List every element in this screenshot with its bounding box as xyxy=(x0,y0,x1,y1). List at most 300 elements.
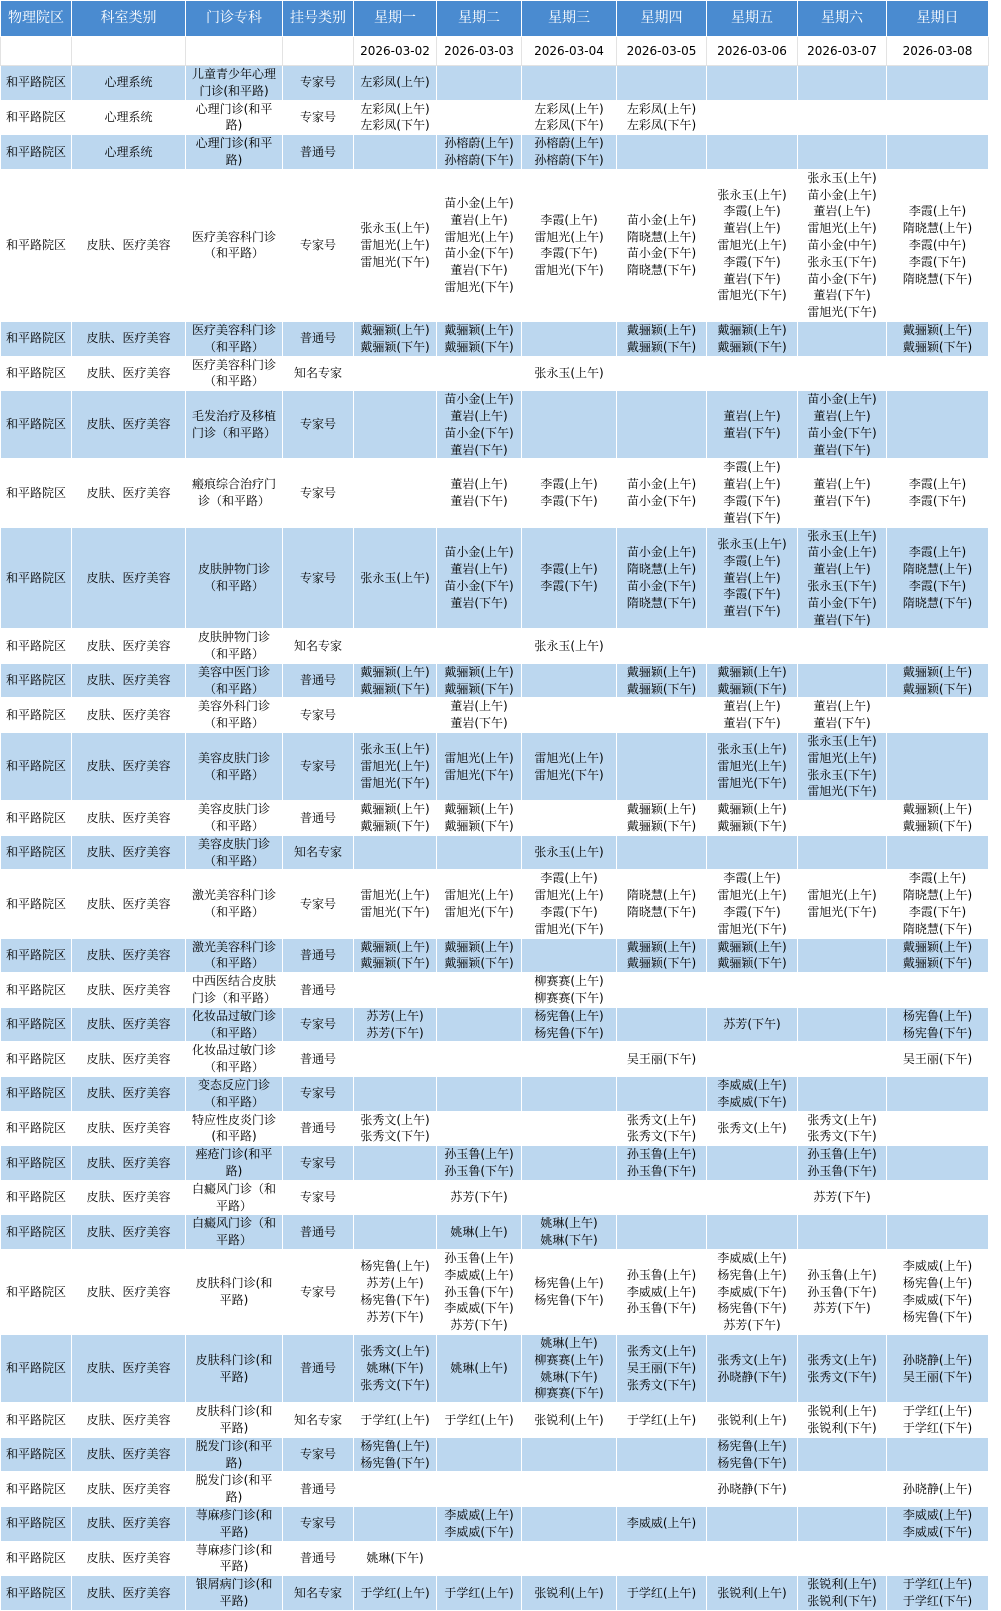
cell-line: 专家号 xyxy=(299,896,336,911)
thursday-cell xyxy=(617,1042,707,1077)
cell-line: 张永玉(下午) xyxy=(807,578,877,593)
cell-line: 李威威(下午) xyxy=(902,1524,973,1539)
cell-line: 张永玉(上午) xyxy=(534,845,604,860)
cell-line: 专家号 xyxy=(299,1447,336,1462)
friday-cell xyxy=(707,1180,798,1215)
clinic-cell xyxy=(186,1215,283,1250)
cell-line: 和平路院区 xyxy=(5,1585,66,1600)
clinic-cell xyxy=(186,1576,283,1611)
cell-line: 李威威(上午) xyxy=(444,1267,514,1282)
campus-cell xyxy=(1,1180,72,1215)
cell-line: （和平路） xyxy=(203,1060,264,1075)
department-cell xyxy=(72,527,186,629)
wednesday-cell xyxy=(522,100,617,135)
cell-line: 董岩(下午) xyxy=(813,442,871,457)
cell-line: 李威威(上午) xyxy=(902,1507,973,1522)
cell-line: 瘢痕综合治疗门 xyxy=(191,477,276,492)
wednesday-cell xyxy=(522,1215,617,1250)
cell-line: 孙玉鲁(下午) xyxy=(807,1164,877,1178)
table-row xyxy=(1,527,989,629)
cell-line: 董岩(下午) xyxy=(813,493,871,508)
cell-line: 皮肤、医疗美容 xyxy=(86,810,171,825)
cell-line: 苗小金(上午) xyxy=(807,187,877,202)
cell-line: 普通号 xyxy=(299,1121,336,1135)
cell-line: 苗小金(下午) xyxy=(444,578,514,593)
clinic-cell xyxy=(186,733,283,801)
saturday-cell xyxy=(798,1077,887,1112)
cell-line: 专家号 xyxy=(299,237,336,252)
cell-line: 左彩凤(上午) xyxy=(360,101,430,116)
cell-line: 左彩凤(上午) xyxy=(360,75,430,90)
thursday-cell xyxy=(617,1146,707,1181)
sunday-cell xyxy=(887,801,989,836)
registration-type-cell xyxy=(283,1042,354,1077)
cell-line: 和平路院区 xyxy=(5,1412,66,1427)
cell-line: 门诊（和平路） xyxy=(191,425,276,440)
table-row xyxy=(1,1334,989,1402)
wednesday-cell xyxy=(522,135,617,170)
cell-line: 隋晓慧(上午) xyxy=(902,221,973,236)
wednesday-cell xyxy=(522,527,617,629)
friday-cell xyxy=(707,1437,798,1472)
cell-line: 诊（和平路） xyxy=(197,493,270,508)
cell-line: 于学红(上午) xyxy=(902,1577,973,1592)
cell-line: 皮肤、医疗美容 xyxy=(86,1516,171,1531)
clinic-cell xyxy=(186,1042,283,1077)
campus-cell xyxy=(1,321,72,356)
cell-line: 化妆品过敏门诊 xyxy=(191,1008,276,1023)
cell-line: 皮肤肿物门诊 xyxy=(197,562,270,577)
cell-line: 张永玉(上午) xyxy=(534,638,604,653)
wednesday-cell xyxy=(522,1403,617,1438)
table-row xyxy=(1,801,989,836)
cell-line: 苏芳(下午) xyxy=(813,1301,871,1316)
cell-line: 专家号 xyxy=(299,1516,336,1531)
cell-line: 皮肤、医疗美容 xyxy=(86,845,171,860)
registration-type-cell xyxy=(283,1180,354,1215)
cell-line: 杨宪鲁(上午) xyxy=(902,1276,973,1291)
friday-cell xyxy=(707,66,798,101)
cell-line: 张锐利(上午) xyxy=(534,1585,604,1600)
monday-cell xyxy=(354,66,437,101)
monday-cell xyxy=(354,1506,437,1541)
campus-cell xyxy=(1,1042,72,1077)
cell-line: 皮肤、医疗美容 xyxy=(86,673,171,688)
department-cell xyxy=(72,1077,186,1112)
cell-line: 张秀文(下午) xyxy=(626,1129,697,1144)
cell-line: 张锐利(上午) xyxy=(534,1412,604,1427)
tuesday-cell xyxy=(437,1007,522,1042)
registration-type-cell xyxy=(283,1249,354,1334)
cell-line: 戴骊颖(下午) xyxy=(360,339,430,354)
sunday-cell xyxy=(887,1007,989,1042)
cell-line: 戴骊颖(下午) xyxy=(444,339,514,354)
cell-line: 和平路院区 xyxy=(5,1190,66,1205)
friday-cell xyxy=(707,1042,798,1077)
cell-line: 皮肤、医疗美容 xyxy=(86,1481,171,1496)
friday-cell xyxy=(707,629,798,664)
campus-cell xyxy=(1,663,72,698)
cell-line: 苗小金(下午) xyxy=(444,425,514,440)
sunday-cell xyxy=(887,1249,989,1334)
tuesday-cell xyxy=(437,135,522,170)
wednesday-cell xyxy=(522,391,617,459)
clinic-cell xyxy=(186,1180,283,1215)
cell-line: 姚琳(上午) xyxy=(450,1361,508,1376)
clinic-cell xyxy=(186,100,283,135)
wednesday-cell xyxy=(522,1146,617,1181)
monday-cell xyxy=(354,973,437,1008)
cell-line: 李威威(下午) xyxy=(444,1524,514,1539)
sunday-cell xyxy=(887,1437,989,1472)
cell-line: 雷旭光(下午) xyxy=(444,767,514,782)
table-row xyxy=(1,1215,989,1250)
cell-line: 和平路院区 xyxy=(5,638,66,653)
sunday-cell xyxy=(887,459,989,527)
cell-line: 孙晓静(上午) xyxy=(902,1481,973,1496)
sunday-cell xyxy=(887,135,989,170)
sunday-cell xyxy=(887,1042,989,1077)
sunday-cell xyxy=(887,1215,989,1250)
monday-cell xyxy=(354,1146,437,1181)
campus-cell xyxy=(1,100,72,135)
saturday-cell xyxy=(798,698,887,733)
campus-cell xyxy=(1,698,72,733)
cell-line: 皮肤、医疗美容 xyxy=(86,570,171,585)
cell-line: 戴骊颖(下午) xyxy=(902,956,973,971)
monday-cell xyxy=(354,870,437,938)
cell-line: 银屑病门诊(和 xyxy=(195,1577,273,1592)
cell-line: 董岩(下午) xyxy=(450,595,508,610)
column-header: 星期三 xyxy=(522,1,617,37)
department-cell xyxy=(72,663,186,698)
cell-line: 李霞(上午) xyxy=(540,212,598,227)
friday-cell xyxy=(707,1215,798,1250)
cell-line: 隋晓慧(下午) xyxy=(902,271,973,286)
cell-line: 平路) xyxy=(219,1420,249,1435)
cell-line: 变态反应门诊 xyxy=(197,1078,270,1093)
cell-line: 苗小金(下午) xyxy=(807,595,877,610)
registration-type-cell xyxy=(283,1437,354,1472)
cell-line: 张永玉(上午) xyxy=(360,742,430,757)
cell-line: 李威威(下午) xyxy=(902,1292,973,1307)
cell-line: 李霞(下午) xyxy=(908,905,967,920)
registration-type-cell xyxy=(283,1403,354,1438)
cell-line: 孙玉鲁(上午) xyxy=(626,1147,697,1162)
cell-line: （和平路） xyxy=(203,1094,264,1109)
cell-line: 雷旭光(上午) xyxy=(807,750,877,765)
cell-line: 和平路院区 xyxy=(5,237,66,252)
cell-line: 戴骊颖(上午) xyxy=(360,939,430,954)
monday-cell xyxy=(354,733,437,801)
date-cell: 2026-03-02 xyxy=(354,37,437,66)
cell-line: 皮肤、医疗美容 xyxy=(86,1412,171,1427)
cell-line: 于学红(上午) xyxy=(902,1404,973,1419)
monday-cell xyxy=(354,1180,437,1215)
cell-line: 李霞(上午) xyxy=(908,545,967,560)
wednesday-cell xyxy=(522,169,617,321)
thursday-cell xyxy=(617,1403,707,1438)
cell-line: 门诊（和平路） xyxy=(191,991,276,1006)
tuesday-cell xyxy=(437,1249,522,1334)
campus-cell xyxy=(1,459,72,527)
monday-cell xyxy=(354,1077,437,1112)
registration-type-cell xyxy=(283,1146,354,1181)
saturday-cell xyxy=(798,733,887,801)
date-cell: 2026-03-03 xyxy=(437,37,522,66)
table-row xyxy=(1,391,989,459)
department-cell xyxy=(72,733,186,801)
cell-line: 戴骊颖(上午) xyxy=(902,939,973,954)
cell-line: 杨宪鲁(下午) xyxy=(902,1025,973,1040)
cell-line: 路) xyxy=(225,1164,243,1178)
tuesday-cell xyxy=(437,321,522,356)
sunday-cell xyxy=(887,698,989,733)
cell-line: 张秀文(上午) xyxy=(717,1121,787,1135)
wednesday-cell xyxy=(522,1111,617,1146)
registration-type-cell xyxy=(283,733,354,801)
cell-line: 戴骊颖(下午) xyxy=(717,681,787,696)
saturday-cell xyxy=(798,1403,887,1438)
cell-line: 张永玉(上午) xyxy=(360,570,430,585)
cell-line: 杨宪鲁(上午) xyxy=(717,1267,787,1282)
cell-line: 吴王丽(下午) xyxy=(626,1361,697,1376)
table-row xyxy=(1,1146,989,1181)
clinic-cell xyxy=(186,1146,283,1181)
cell-line: 专家号 xyxy=(299,417,336,432)
cell-line: 皮肤、医疗美容 xyxy=(86,1155,171,1170)
cell-line: 化妆品过敏门诊 xyxy=(191,1043,276,1058)
cell-line: 戴骊颖(上午) xyxy=(902,322,973,337)
cell-line: 皮肤肿物门诊 xyxy=(197,630,270,645)
cell-line: 戴骊颖(上午) xyxy=(626,664,697,679)
registration-type-cell xyxy=(283,973,354,1008)
date-cell: 2026-03-04 xyxy=(522,37,617,66)
cell-line: 杨宪鲁(上午) xyxy=(534,1276,604,1291)
cell-line: （和平路） xyxy=(203,767,264,782)
table-row xyxy=(1,135,989,170)
cell-line: 戴骊颖(上午) xyxy=(717,939,787,954)
monday-cell xyxy=(354,801,437,836)
cell-line: 苗小金(上午) xyxy=(626,545,697,560)
cell-line: 杨宪鲁(下午) xyxy=(717,1301,787,1316)
cell-line: 戴骊颖(上午) xyxy=(902,664,973,679)
department-cell xyxy=(72,1334,186,1402)
campus-cell xyxy=(1,973,72,1008)
tuesday-cell xyxy=(437,1541,522,1576)
wednesday-cell xyxy=(522,1541,617,1576)
tuesday-cell xyxy=(437,1472,522,1507)
cell-line: 李霞(上午) xyxy=(723,871,781,886)
cell-line: 李霞(上午) xyxy=(723,460,781,475)
tuesday-cell xyxy=(437,1403,522,1438)
cell-line: （和平路） xyxy=(203,819,264,834)
tuesday-cell xyxy=(437,356,522,391)
department-cell xyxy=(72,459,186,527)
saturday-cell xyxy=(798,391,887,459)
cell-line: （和平路） xyxy=(203,246,264,261)
cell-line: 心理门诊(和平 xyxy=(195,101,273,116)
department-cell xyxy=(72,1249,186,1334)
saturday-cell xyxy=(798,1111,887,1146)
cell-line: 张永玉(上午) xyxy=(360,221,430,236)
cell-line: 董岩(下午) xyxy=(450,263,508,278)
cell-line: 皮肤、医疗美容 xyxy=(86,1224,171,1239)
cell-line: 心理系统 xyxy=(104,144,153,159)
cell-line: 董岩(下午) xyxy=(723,604,781,619)
cell-line: 和平路院区 xyxy=(5,1224,66,1239)
friday-cell xyxy=(707,169,798,321)
cell-line: 白癜风门诊（和 xyxy=(191,1216,276,1231)
monday-cell xyxy=(354,459,437,527)
cell-line: 美容中医门诊 xyxy=(197,664,270,679)
registration-type-cell xyxy=(283,1472,354,1507)
sunday-cell xyxy=(887,356,989,391)
monday-cell xyxy=(354,100,437,135)
cell-line: 和平路院区 xyxy=(5,144,66,159)
wednesday-cell xyxy=(522,938,617,973)
monday-cell xyxy=(354,527,437,629)
cell-line: 皮肤、医疗美容 xyxy=(86,1086,171,1101)
tuesday-cell xyxy=(437,391,522,459)
cell-line: 戴骊颖(上午) xyxy=(360,664,430,679)
cell-line: 普通号 xyxy=(299,948,336,963)
thursday-cell xyxy=(617,1007,707,1042)
table-row xyxy=(1,321,989,356)
cell-line: 普通号 xyxy=(299,1550,336,1565)
cell-line: 张永玉(下午) xyxy=(807,767,877,782)
campus-cell xyxy=(1,629,72,664)
cell-line: 李威威(下午) xyxy=(717,1284,787,1299)
tuesday-cell xyxy=(437,169,522,321)
cell-line: 李霞(上午) xyxy=(540,871,598,886)
monday-cell xyxy=(354,1007,437,1042)
department-cell xyxy=(72,1472,186,1507)
tuesday-cell xyxy=(437,938,522,973)
campus-cell xyxy=(1,1111,72,1146)
thursday-cell xyxy=(617,1111,707,1146)
cell-line: 董岩(上午) xyxy=(723,699,781,714)
cell-line: 戴骊颖(下午) xyxy=(717,339,787,354)
cell-line: 平路) xyxy=(219,1559,249,1574)
registration-type-cell xyxy=(283,938,354,973)
cell-line: 雷旭光(下午) xyxy=(807,305,877,320)
cell-line: 孙玉鲁(上午) xyxy=(807,1147,877,1162)
table-row xyxy=(1,1403,989,1438)
campus-cell xyxy=(1,527,72,629)
cell-line: 戴骊颖(下午) xyxy=(626,681,697,696)
cell-line: 和平路院区 xyxy=(5,810,66,825)
saturday-cell xyxy=(798,1506,887,1541)
cell-line: 苏芳(上午) xyxy=(366,1276,424,1291)
cell-line: 孙玉鲁(上午) xyxy=(626,1267,697,1282)
cell-line: 杨宪鲁(下午) xyxy=(360,1292,430,1307)
clinic-cell xyxy=(186,663,283,698)
cell-line: 苗小金(上午) xyxy=(626,212,697,227)
cell-line: 皮肤、医疗美容 xyxy=(86,1550,171,1565)
cell-line: 心理系统 xyxy=(104,109,153,124)
saturday-cell xyxy=(798,973,887,1008)
clinic-cell xyxy=(186,1007,283,1042)
campus-cell xyxy=(1,801,72,836)
cell-line: 戴骊颖(上午) xyxy=(444,802,514,817)
cell-line: 隋晓慧(下午) xyxy=(626,263,697,278)
cell-line: 白癜风门诊（和 xyxy=(191,1181,276,1196)
cell-line: 平路） xyxy=(215,1198,252,1213)
tuesday-cell xyxy=(437,66,522,101)
monday-cell xyxy=(354,1042,437,1077)
date-cell xyxy=(186,37,283,66)
cell-line: 平路） xyxy=(215,1233,252,1248)
cell-line: 李霞(下午) xyxy=(723,493,781,508)
cell-line: 苏芳(下午) xyxy=(723,1017,781,1032)
thursday-cell xyxy=(617,1249,707,1334)
cell-line: 苗小金(上午) xyxy=(444,392,514,407)
monday-cell xyxy=(354,1541,437,1576)
cell-line: 激光美容科门诊 xyxy=(191,939,276,954)
wednesday-cell xyxy=(522,1007,617,1042)
monday-cell xyxy=(354,663,437,698)
cell-line: 戴骊颖(下午) xyxy=(444,819,514,834)
saturday-cell xyxy=(798,1576,887,1611)
cell-line: 和平路院区 xyxy=(5,365,66,380)
cell-line: 张永玉(上午) xyxy=(717,536,787,551)
cell-line: 毛发治疗及移植 xyxy=(191,408,276,423)
sunday-cell xyxy=(887,66,989,101)
department-cell xyxy=(72,356,186,391)
thursday-cell xyxy=(617,698,707,733)
sunday-cell xyxy=(887,835,989,870)
registration-type-cell xyxy=(283,629,354,664)
monday-cell xyxy=(354,1111,437,1146)
cell-line: 董岩(上午) xyxy=(450,212,508,227)
monday-cell xyxy=(354,835,437,870)
cell-line: 李霞(上午) xyxy=(908,477,967,492)
cell-line: 专家号 xyxy=(299,1017,336,1032)
clinic-cell xyxy=(186,459,283,527)
cell-line: 张秀文(下午) xyxy=(807,1369,877,1384)
cell-line: 董岩(上午) xyxy=(450,408,508,423)
cell-line: 于学红(下午) xyxy=(902,1593,973,1608)
tuesday-cell xyxy=(437,100,522,135)
cell-line: 董岩(上午) xyxy=(450,699,508,714)
cell-line: 和平路院区 xyxy=(5,845,66,860)
cell-line: 戴骊颖(上午) xyxy=(626,939,697,954)
registration-type-cell xyxy=(283,527,354,629)
cell-line: 专家号 xyxy=(299,109,336,124)
cell-line: 孙玉鲁(下午) xyxy=(444,1284,514,1299)
wednesday-cell xyxy=(522,1576,617,1611)
thursday-cell xyxy=(617,66,707,101)
cell-line: 苏芳(上午) xyxy=(366,1008,424,1023)
cell-line: 激光美容科门诊 xyxy=(191,888,276,903)
wednesday-cell xyxy=(522,1077,617,1112)
cell-line: 和平路院区 xyxy=(5,1086,66,1101)
monday-cell xyxy=(354,938,437,973)
cell-line: 专家号 xyxy=(299,759,336,774)
cell-line: 李霞(中午) xyxy=(908,237,967,252)
clinic-cell xyxy=(186,66,283,101)
thursday-cell xyxy=(617,733,707,801)
saturday-cell xyxy=(798,527,887,629)
wednesday-cell xyxy=(522,870,617,938)
tuesday-cell xyxy=(437,973,522,1008)
cell-line: 戴骊颖(下午) xyxy=(444,681,514,696)
cell-line: 专家号 xyxy=(299,1190,336,1205)
table-row xyxy=(1,459,989,527)
cell-line: 戴骊颖(下午) xyxy=(360,819,430,834)
cell-line: 姚琳(上午) xyxy=(450,1224,508,1239)
